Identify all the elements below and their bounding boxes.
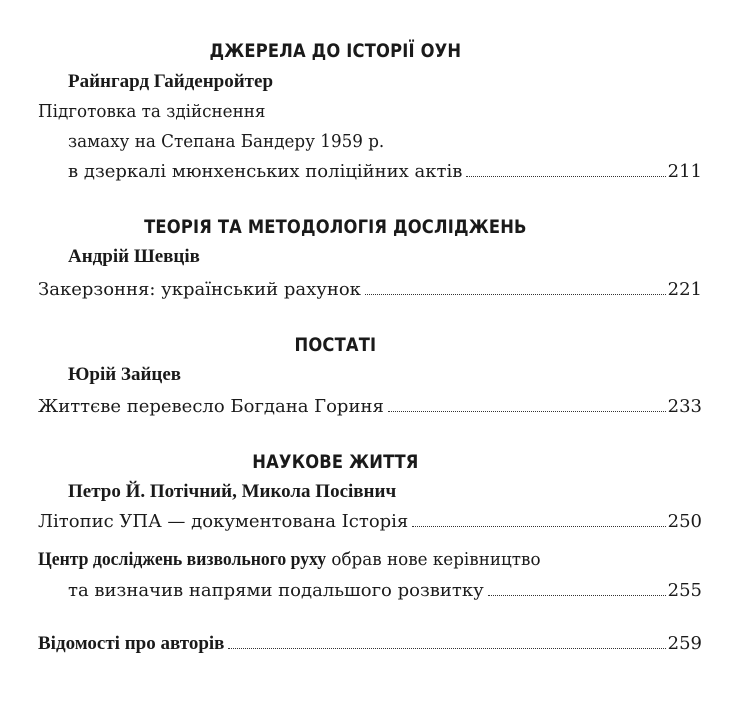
section-title-oun-sources: ДЖЕРЕЛА ДО ІСТОРІЇ ОУН <box>209 40 462 62</box>
dot-leader <box>388 410 666 412</box>
toc-entry-233[interactable] <box>38 396 702 417</box>
article-title: Життєве перевесло Богдана Гориня <box>38 396 384 417</box>
dot-leader <box>228 647 665 649</box>
author-heidenreuter: Райнгард Гайденройтер <box>68 71 274 92</box>
toc-entry-259[interactable] <box>38 633 702 655</box>
dot-leader <box>365 293 666 295</box>
section-title-scientific-life: НАУКОВЕ ЖИТТЯ <box>252 451 419 473</box>
toc-entry-250[interactable] <box>38 511 702 532</box>
toc-entry-221[interactable] <box>38 279 702 300</box>
dot-leader <box>412 525 665 527</box>
article-title: Закерзоння: український рахунок <box>38 279 361 300</box>
page-number: 255 <box>667 580 702 601</box>
dot-leader <box>466 175 665 177</box>
article-line-3: в дзеркалі мюнхенських поліційних актів <box>68 161 463 182</box>
section-title-theory: ТЕОРІЯ ТА МЕТОДОЛОГІЯ ДОСЛІДЖЕНЬ <box>144 216 527 238</box>
center-entry-line-2: та визначив напрями подальшого розвитку <box>68 580 484 601</box>
center-name: Центр досліджень визвольного руху <box>38 549 327 570</box>
page-number: 211 <box>667 161 702 182</box>
section-title-figures: ПОСТАТІ <box>294 334 377 356</box>
dot-leader <box>488 594 666 596</box>
article-line-1: Підготовка та здійснення <box>38 101 266 122</box>
center-rest: обрав нове керівництво <box>326 549 541 570</box>
author-zaitsev: Юрій Зайцев <box>68 364 182 385</box>
page-number: 250 <box>667 511 702 532</box>
article-title: Літопис УПА — документована Історія <box>38 511 409 532</box>
page-number: 233 <box>667 396 702 417</box>
authors-info-label: Відомості про авторів <box>38 633 225 654</box>
center-entry-line-1 <box>38 549 541 571</box>
article-line-2: замаху на Степана Бандеру 1959 р. <box>68 131 385 152</box>
toc-entry-255[interactable] <box>68 580 702 601</box>
toc-entry-211[interactable] <box>68 161 702 182</box>
page-number: 221 <box>667 279 702 300</box>
author-potichnyj-posivnych: Петро Й. Потічний, Микола Посівнич <box>68 481 397 502</box>
author-shevtsiv: Андрій Шевців <box>68 246 200 267</box>
page-number: 259 <box>667 633 702 654</box>
